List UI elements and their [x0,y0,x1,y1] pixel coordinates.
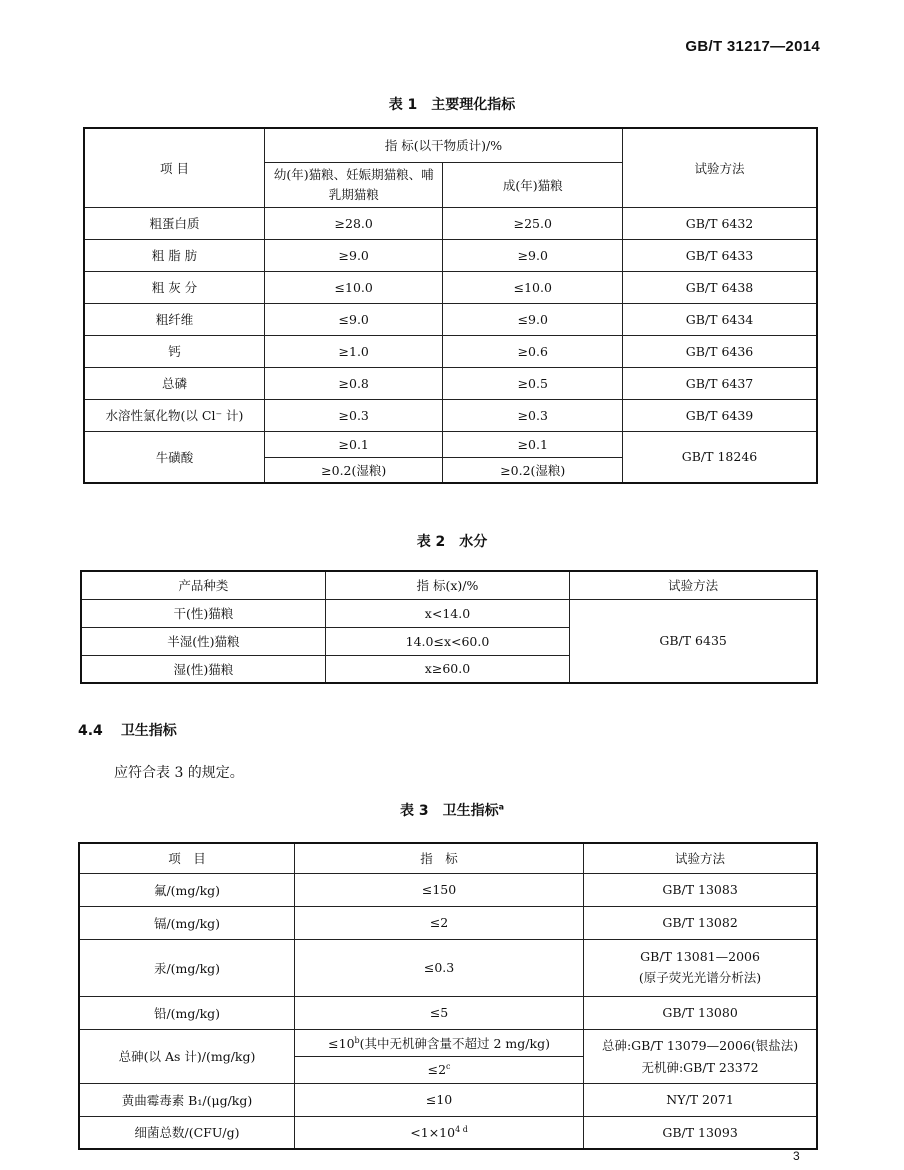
t3-index: ≤5 [294,996,583,1029]
t1-method: GB/T 6433 [623,239,817,271]
t3-index-bacteria: $<1\times 10^{4 d}$ [294,1116,583,1149]
t1-item: 钙 [84,335,264,367]
table3 [78,842,818,1150]
t1-method: GB/T 6434 [623,303,817,335]
t3-item: 细菌总数/(CFU/g) [79,1116,294,1149]
t1-young: ≥9.0 [264,239,443,271]
table3-caption-wrap [0,800,904,820]
section-text: 应符合表 3 的规定。 [114,765,244,781]
t3-header-item: 项 目 [79,843,294,873]
t1-header-item: 项 目 [84,128,264,207]
t1-young: ≤9.0 [264,303,443,335]
t3-item: 铅/(mg/kg) [79,996,294,1029]
t2-method: GB/T 6435 [570,599,817,683]
t1-young: ≥0.3 [264,399,443,431]
t1-item: 水溶性氯化物(以 Cl⁻ 计) [84,399,264,431]
t1-adult: ≤10.0 [443,271,623,303]
t3-method-cell [584,939,817,996]
t1-adult: ≥25.0 [443,207,623,239]
t3-method-line: 总砷:GB/T 13079—2006(银盐法) [601,1038,799,1053]
t3-method: GB/T 13093 [584,1116,817,1149]
t3-index: ≤10 [294,1083,583,1116]
t3-item: 汞/(mg/kg) [79,939,294,996]
t3-item: 镉/(mg/kg) [79,906,294,939]
t1-method: GB/T 6436 [623,335,817,367]
t1-method: GB/T 6439 [623,399,817,431]
t3-index-arsenic-total: $\le 10^b$(其中无机砷含量不超过 2 mg/kg) [294,1029,583,1056]
t1-item: 粗 脂 肪 [84,239,264,271]
table3-caption: 表 3 卫生指标 [399,803,499,819]
t3-method-arsenic [584,1029,817,1083]
t1-item: 粗纤维 [84,303,264,335]
t1-young: ≥0.1 [264,431,443,457]
standard-code: GB/T 31217—2014 [685,38,820,55]
t3-method: GB/T 13080 [584,996,817,1029]
t1-adult: ≥9.0 [443,239,623,271]
table2 [80,570,818,684]
section-title: 卫生指标 [120,723,177,739]
t3-index-arsenic-inorganic: $\le 2^c$ [294,1056,583,1083]
t3-header-index: 指 标 [294,843,583,873]
t3-method-line: 无机砷:GB/T 23372 [641,1060,759,1075]
t3-method: GB/T 13082 [584,906,817,939]
t2-type: 湿(性)猫粮 [81,655,325,683]
t1-header-method: 试验方法 [623,128,817,207]
t3-index: ≤0.3 [294,939,583,996]
t3-method: NY/T 2071 [584,1083,817,1116]
section-heading [78,720,177,740]
table2-caption: 表 2 水分 [416,534,488,550]
t3-item: 氟/(mg/kg) [79,873,294,906]
t3-index: ≤2 [294,906,583,939]
t1-young: ≥0.8 [264,367,443,399]
t1-header-young: 幼(年)猫粮、妊娠期猫粮、哺乳期猫粮 [264,162,443,207]
t1-young: ≥1.0 [264,335,443,367]
t1-adult: ≥0.1 [443,431,623,457]
t1-method: GB/T 18246 [623,431,817,483]
table1 [83,127,818,484]
table3-caption-note: a [498,802,505,812]
t1-adult: ≤9.0 [443,303,623,335]
t3-method: GB/T 13083 [584,873,817,906]
t3-item: 黄曲霉毒素 B₁/(μg/kg) [79,1083,294,1116]
t1-item: 粗蛋白质 [84,207,264,239]
t1-method: GB/T 6438 [623,271,817,303]
t2-index: 14.0≤x<60.0 [325,627,569,655]
t2-header-type: 产品种类 [81,571,325,599]
t3-method-line: (原子荧光光谱分析法) [638,970,762,985]
t2-type: 半湿(性)猫粮 [81,627,325,655]
t1-adult: ≥0.3 [443,399,623,431]
t2-header-method: 试验方法 [570,571,817,599]
t2-type: 干(性)猫粮 [81,599,325,627]
t2-index: x<14.0 [325,599,569,627]
t1-adult: ≥0.6 [443,335,623,367]
t3-item-arsenic: 总砷(以 As 计)/(mg/kg) [79,1029,294,1083]
t2-header-index: 指 标(x)/% [325,571,569,599]
t1-young: ≥28.0 [264,207,443,239]
t1-item: 总磷 [84,367,264,399]
t3-index: ≤150 [294,873,583,906]
page-number: 3 [793,1149,800,1163]
table1-caption: 表 1 主要理化指标 [388,97,516,113]
t1-young: ≥0.2(湿粮) [264,457,443,483]
section-number: 4.4 [78,723,103,739]
t3-header-method: 试验方法 [584,843,817,873]
t1-item: 粗 灰 分 [84,271,264,303]
t1-item-taurine: 牛磺酸 [84,431,264,483]
t2-index: x≥60.0 [325,655,569,683]
t1-young: ≤10.0 [264,271,443,303]
t1-adult: ≥0.2(湿粮) [443,457,623,483]
t1-method: GB/T 6437 [623,367,817,399]
t3-method-line: GB/T 13081—2006 [640,949,760,964]
t1-adult: ≥0.5 [443,367,623,399]
t1-method: GB/T 6432 [623,207,817,239]
t1-header-adult: 成(年)猫粮 [443,162,623,207]
t1-header-index: 指 标(以干物质计)/% [264,128,622,162]
